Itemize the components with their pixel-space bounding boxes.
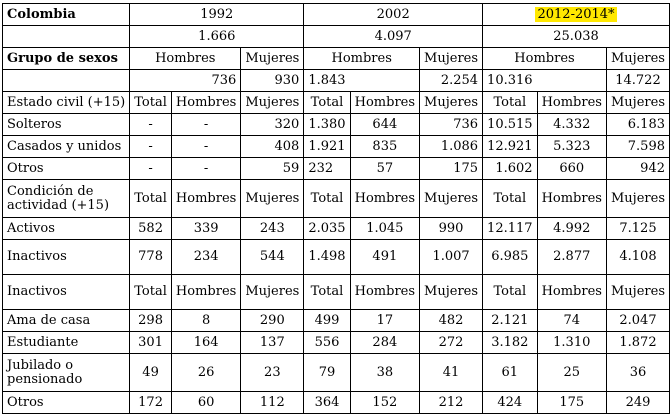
- table-row: [3, 310, 670, 332]
- table-cell: 556: [304, 332, 350, 354]
- table-cell: 36: [606, 354, 669, 392]
- table-row: [3, 332, 670, 354]
- table-cell: 835: [350, 136, 419, 158]
- table-cell: 7.598: [606, 136, 669, 158]
- column-head: Hombres: [171, 92, 240, 114]
- column-head: Hombres: [537, 92, 606, 114]
- table-cell: 61: [483, 354, 538, 392]
- table-cell: 2.035: [304, 218, 350, 240]
- table-cell: 301: [130, 332, 172, 354]
- table-cell: 25: [537, 354, 606, 392]
- column-head: Total: [483, 92, 538, 114]
- table-cell: 582: [130, 218, 172, 240]
- table-cell: 1.086: [420, 136, 483, 158]
- table-cell: 272: [420, 332, 483, 354]
- table-cell: 544: [241, 240, 304, 275]
- table-cell: 644: [350, 114, 419, 136]
- table-cell: 1.380: [304, 114, 350, 136]
- column-head: Mujeres: [420, 180, 483, 218]
- column-head: Hombres: [171, 275, 240, 310]
- table-cell: 137: [241, 332, 304, 354]
- table-cell: 8: [171, 310, 240, 332]
- table-cell: 4.332: [537, 114, 606, 136]
- column-head: Hombres: [350, 275, 419, 310]
- men-header-2012: Hombres: [483, 48, 607, 70]
- table-cell: -: [171, 114, 240, 136]
- country-label: Colombia: [3, 4, 130, 26]
- row-label: Solteros: [3, 114, 130, 136]
- table-cell: 1.498: [304, 240, 350, 275]
- table-cell: 232: [304, 158, 350, 180]
- table-cell: 1.045: [350, 218, 419, 240]
- women-header-2012: Mujeres: [606, 48, 669, 70]
- table-cell: 320: [241, 114, 304, 136]
- table-cell: 4.992: [537, 218, 606, 240]
- table-cell: 424: [483, 392, 538, 414]
- column-head: Mujeres: [606, 180, 669, 218]
- year-2012-2014-cell: [483, 4, 670, 26]
- section-header-row: [3, 275, 670, 310]
- row-label: Ama de casa: [3, 310, 130, 332]
- year-2012-2014: 2012-2014*: [537, 6, 615, 22]
- table-cell: 491: [350, 240, 419, 275]
- section-label: Condición de actividad (+15): [3, 180, 130, 218]
- table-cell: 3.182: [483, 332, 538, 354]
- table-cell: 172: [130, 392, 172, 414]
- row-label: Otros: [3, 158, 130, 180]
- table-cell: 49: [130, 354, 172, 392]
- total-1992: 1.666: [130, 26, 304, 48]
- table-cell: 212: [420, 392, 483, 414]
- column-head: Total: [130, 92, 172, 114]
- table-cell: 1.007: [420, 240, 483, 275]
- column-head: Total: [304, 92, 350, 114]
- table-row: [3, 354, 670, 392]
- sex-group-header-row: [3, 48, 670, 70]
- table-cell: 23: [241, 354, 304, 392]
- men-count-2012: 10.316: [483, 70, 607, 92]
- table-row: [3, 218, 670, 240]
- women-count-2002: 2.254: [420, 70, 483, 92]
- census-table: [2, 3, 670, 414]
- table-cell: 284: [350, 332, 419, 354]
- women-header-1992: Mujeres: [241, 48, 304, 70]
- table-cell: 736: [420, 114, 483, 136]
- column-head: Hombres: [171, 180, 240, 218]
- table-cell: 660: [537, 158, 606, 180]
- column-head: Total: [483, 180, 538, 218]
- table-cell: 234: [171, 240, 240, 275]
- section-header-row: [3, 92, 670, 114]
- table-cell: 1.602: [483, 158, 538, 180]
- row-label: Casados y unidos: [3, 136, 130, 158]
- year-1992: 1992: [130, 4, 304, 26]
- table-cell: 243: [241, 218, 304, 240]
- column-head: Mujeres: [241, 180, 304, 218]
- row-label: Activos: [3, 218, 130, 240]
- table-cell: 1.872: [606, 332, 669, 354]
- table-cell: 12.117: [483, 218, 538, 240]
- total-row: [3, 26, 670, 48]
- table-cell: 164: [171, 332, 240, 354]
- column-head: Total: [483, 275, 538, 310]
- table-cell: 4.108: [606, 240, 669, 275]
- men-count-2002: 1.843: [304, 70, 420, 92]
- row-label: Otros: [3, 392, 130, 414]
- total-2012-2014: 25.038: [483, 26, 670, 48]
- table-cell: 249: [606, 392, 669, 414]
- table-cell: 364: [304, 392, 350, 414]
- column-head: Hombres: [350, 180, 419, 218]
- section-label: Inactivos: [3, 275, 130, 310]
- women-header-2002: Mujeres: [420, 48, 483, 70]
- table-cell: 12.921: [483, 136, 538, 158]
- table-row: [3, 136, 670, 158]
- table-cell: 57: [350, 158, 419, 180]
- table-row: [3, 114, 670, 136]
- column-head: Total: [130, 275, 172, 310]
- table-cell: -: [130, 136, 172, 158]
- table-row: [3, 240, 670, 275]
- column-head: Hombres: [350, 92, 419, 114]
- sex-count-row: [3, 70, 670, 92]
- row-label: Estudiante: [3, 332, 130, 354]
- table-cell: 175: [420, 158, 483, 180]
- table-cell: -: [171, 136, 240, 158]
- table-cell: 152: [350, 392, 419, 414]
- table-cell: 6.183: [606, 114, 669, 136]
- table-cell: 339: [171, 218, 240, 240]
- table-cell: 1.310: [537, 332, 606, 354]
- column-head: Total: [304, 275, 350, 310]
- table-cell: 1.921: [304, 136, 350, 158]
- table-cell: 990: [420, 218, 483, 240]
- table-cell: 10.515: [483, 114, 538, 136]
- table-cell: 290: [241, 310, 304, 332]
- column-head: Mujeres: [241, 92, 304, 114]
- table-cell: 482: [420, 310, 483, 332]
- table-cell: 2.121: [483, 310, 538, 332]
- table-cell: 7.125: [606, 218, 669, 240]
- table-cell: 17: [350, 310, 419, 332]
- table-cell: 175: [537, 392, 606, 414]
- women-count-1992: 930: [241, 70, 304, 92]
- section-label: Estado civil (+15): [3, 92, 130, 114]
- table-cell: 2.047: [606, 310, 669, 332]
- total-2002: 4.097: [304, 26, 483, 48]
- table-cell: 778: [130, 240, 172, 275]
- women-count-2012: 14.722: [606, 70, 669, 92]
- table-cell: 38: [350, 354, 419, 392]
- table-cell: -: [130, 158, 172, 180]
- table-cell: 26: [171, 354, 240, 392]
- column-head: Mujeres: [606, 275, 669, 310]
- table-cell: 59: [241, 158, 304, 180]
- table-cell: 74: [537, 310, 606, 332]
- year-header-row: [3, 4, 670, 26]
- table-cell: 5.323: [537, 136, 606, 158]
- sex-count-blank: [3, 70, 130, 92]
- column-head: Mujeres: [420, 275, 483, 310]
- table-row: [3, 392, 670, 414]
- column-head: Mujeres: [241, 275, 304, 310]
- table-cell: 298: [130, 310, 172, 332]
- table-cell: -: [130, 114, 172, 136]
- row-label: Inactivos: [3, 240, 130, 275]
- column-head: Total: [130, 180, 172, 218]
- column-head: Mujeres: [420, 92, 483, 114]
- column-head: Total: [304, 180, 350, 218]
- men-header-2002: Hombres: [304, 48, 420, 70]
- men-header-1992: Hombres: [130, 48, 241, 70]
- table-cell: 408: [241, 136, 304, 158]
- table-cell: 499: [304, 310, 350, 332]
- total-row-blank: [3, 26, 130, 48]
- table-cell: 79: [304, 354, 350, 392]
- column-head: Mujeres: [606, 92, 669, 114]
- table-cell: 112: [241, 392, 304, 414]
- table-cell: 60: [171, 392, 240, 414]
- table-cell: 2.877: [537, 240, 606, 275]
- section-header-row: [3, 180, 670, 218]
- table-cell: 41: [420, 354, 483, 392]
- row-label: Jubilado o pensionado: [3, 354, 130, 392]
- table-cell: -: [171, 158, 240, 180]
- sex-group-label: Grupo de sexos: [3, 48, 130, 70]
- column-head: Hombres: [537, 275, 606, 310]
- year-2002: 2002: [304, 4, 483, 26]
- column-head: Hombres: [537, 180, 606, 218]
- table-cell: 942: [606, 158, 669, 180]
- men-count-1992: 736: [130, 70, 241, 92]
- table-row: [3, 158, 670, 180]
- table-cell: 6.985: [483, 240, 538, 275]
